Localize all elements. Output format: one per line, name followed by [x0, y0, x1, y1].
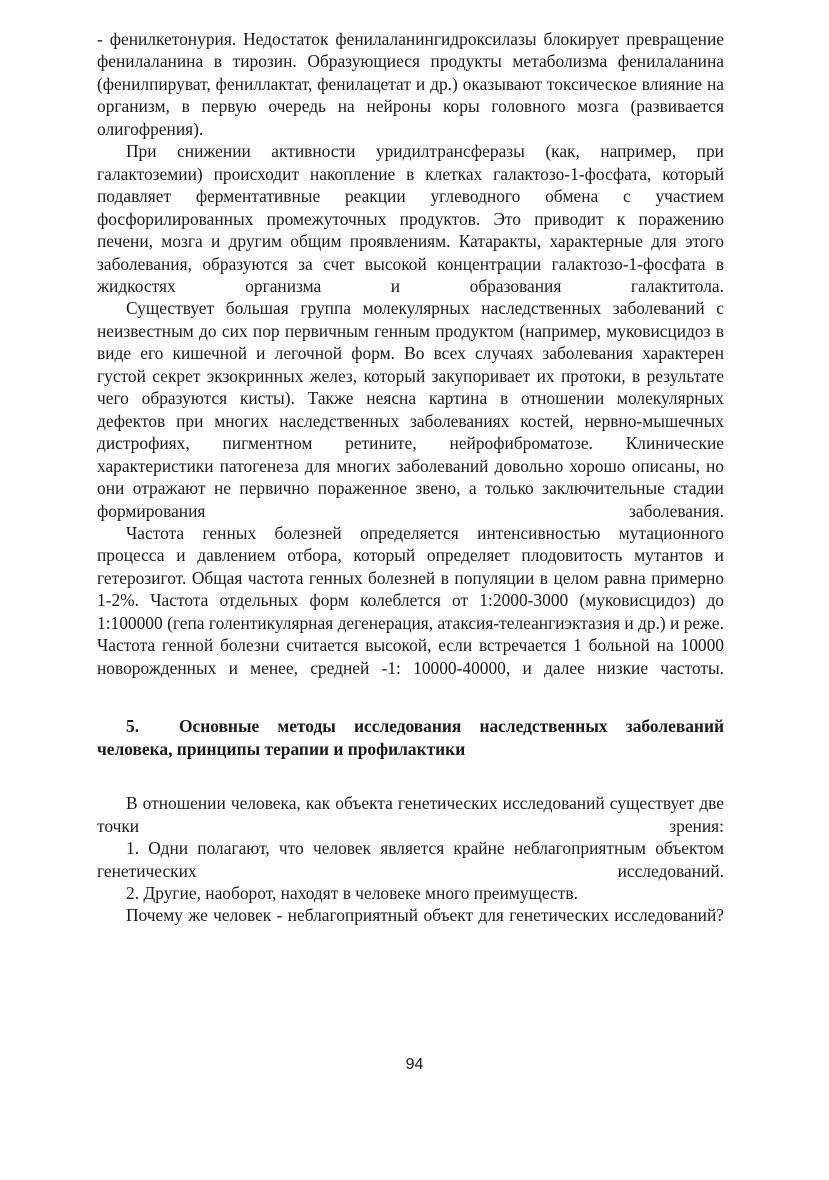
paragraph-phenylketonuria: - фенилкетонурия. Недостаток фенилаланингидроксилазы блокирует превращение фенилаланина в тирозин. Образующиеся продукты метаболизма фенилаланина (фенилпируват, фениллактат, фенилацетат и др.) оказывают токсическое влияние на организм, в первую очередь на нейроны коры головного мозга (развивается олигофрения). — [97, 29, 724, 139]
paragraph-galactosemia: При снижении активности уридилтрансферазы (как, например, при галактоземии) происходит накопление в клетках галактозо-1-фосфата, который подавляет ферментативные реакции углеводного обмена с участием фосфорилированных промежуточных продуктов. Это приводит к поражению печени, мозга и другим общим проявлениям. Катаракты, характерные для этого заболевания, образуются за счет высокой концентрации галактозо-1-фосфата в жидкостях организма и образования галактитола. — [97, 141, 724, 296]
page-number: 94 — [405, 1056, 424, 1073]
paragraph-view-one: 1. Одни полагают, что человек является крайне неблагоприятным объектом генетических исследований. — [97, 838, 724, 881]
paragraph-disease-frequency: Частота генных болезней определяется интенсивностью мутационного процесса и давлением отбора, который определяет плодовитость мутантов и гетерозигот. Общая частота генных болезней в популяции в целом равна примерно 1-2%. Частота отдельных форм колеблется от 1:2000-3000 (муковисцидоз) до 1:100000 (гепа голентикулярная дегенерация, атаксия-телеангиэктазия и др.) и реже. Частота генной болезни считается высокой, если встречается 1 больной на 10000 новорожденных и менее, средней -1: 10000-40000, и далее низкие частоты. — [97, 522, 724, 678]
section-heading — [97, 715, 724, 761]
section-number: 5. — [126, 716, 140, 737]
paragraph-view-two: 2. Другие, наоборот, находят в человеке много преимуществ. — [126, 882, 578, 903]
paragraph-two-views: В отношении человека, как объекта генетических исследований существует две точки зрения: — [97, 793, 724, 836]
section-title: Основные методы исследования наследственных заболеваний человека, принципы терапии и профилактики — [97, 716, 724, 760]
paragraph-question: Почему же человек - неблагоприятный объект для генетических исследований? — [126, 905, 724, 926]
page-content — [97, 28, 724, 927]
paragraph-unknown-gene-product: Существует большая группа молекулярных наследственных заболеваний с неизвестным до сих пор первичным генным продуктом (например, муковисцидоз в виде его кишечной и легочной форм. Во всех случаях заболевания характерен густой секрет экзокринных желез, который закупоривает их протоки, в результате чего образуются кисты). Также неясна картина в отношении молекулярных дефектов при многих наследственных заболеваниях костей, нервно-мышечных дистрофиях, пигментном ретините, нейрофиброматозе. Клинические характеристики патогенеза для многих заболеваний довольно хорошо описаны, но они отражают не первично пораженное звено, а только заключительные стадии формирования заболевания. — [97, 298, 724, 521]
